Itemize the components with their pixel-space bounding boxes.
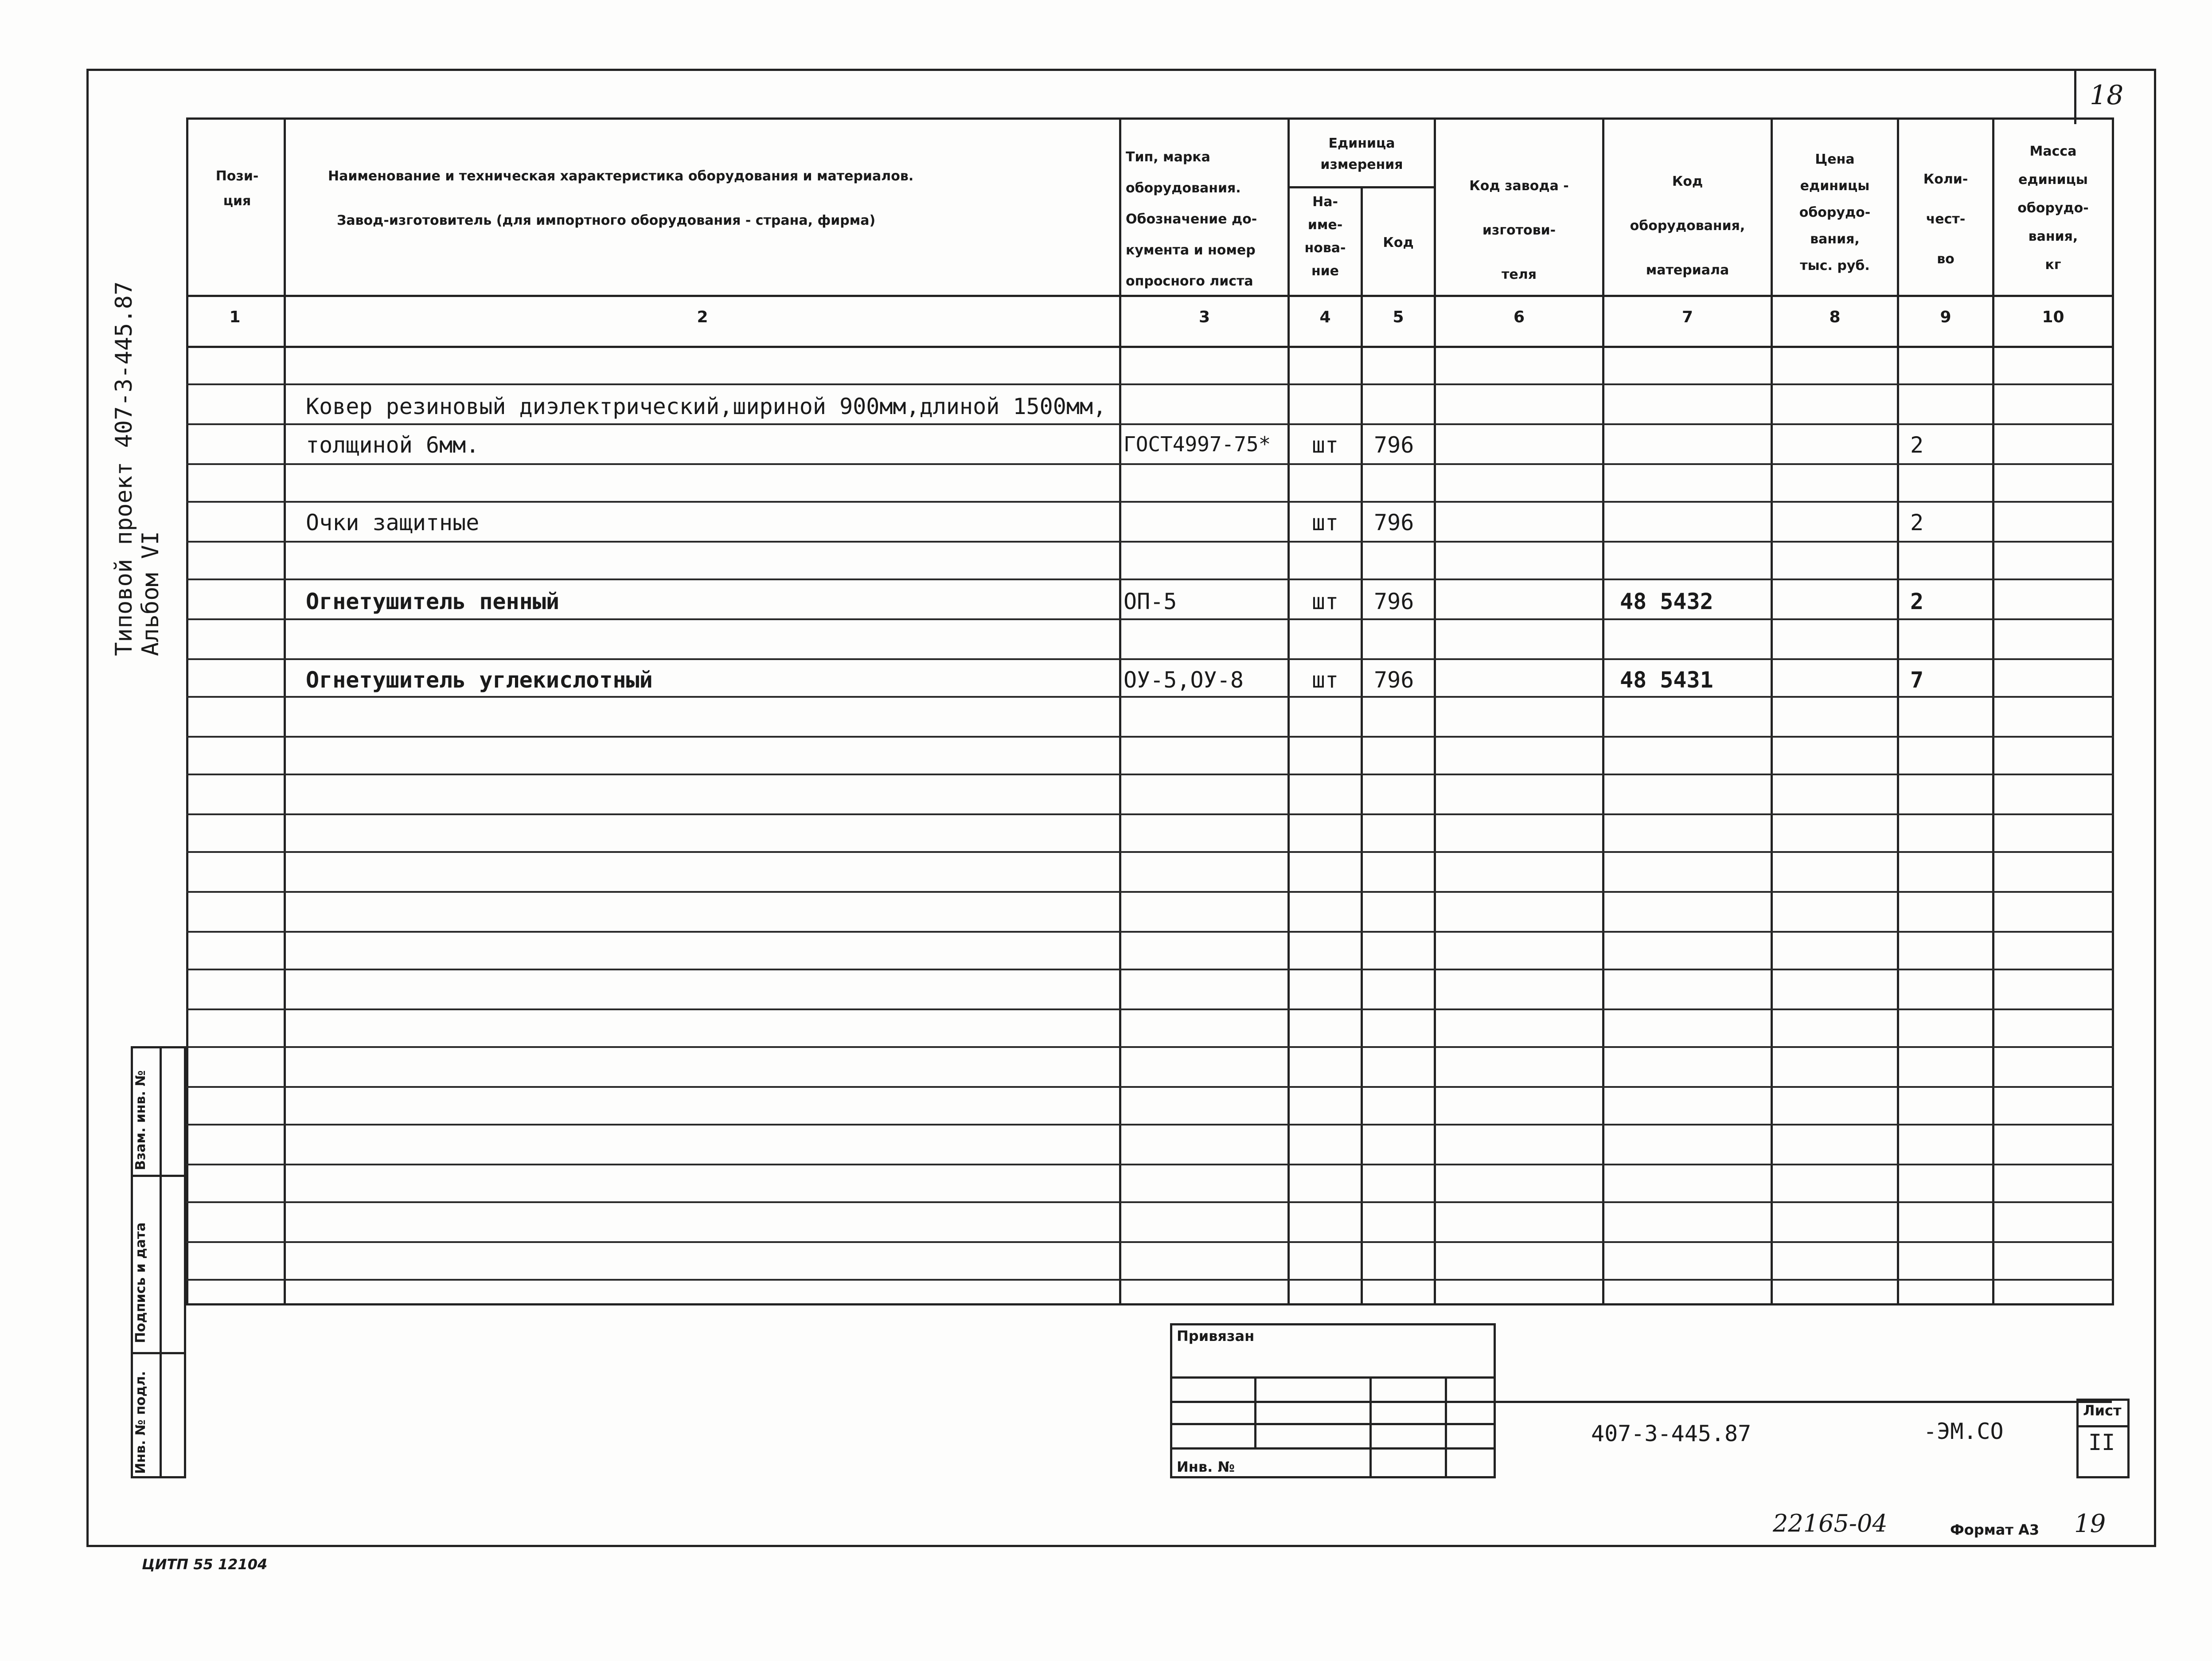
table-row-line [186,1164,2114,1165]
table-row-eqcode: 48 5432 [1620,589,1713,614]
header-col2-line2: Завод-изготовитель (для импортного оборудования - страна, фирма) [337,213,876,228]
corner-sheet-number: 18 [2090,80,2124,111]
table-row-code: 796 [1374,667,1414,693]
header-col5: Код [1383,235,1414,250]
table-row-code: 796 [1374,432,1414,458]
table-row-type: ОП-5 [1124,589,1177,614]
privyazan-label: Привязан [1177,1328,1255,1344]
list-number: II [2088,1430,2115,1455]
table-row-line [186,774,2114,775]
header-col3: Тип, марка оборудования. Обозначение до- кумента и номер опросного листа [1126,149,1257,289]
colnum-8: 8 [1829,308,1841,326]
table-row-line [186,696,2114,698]
table-row-line [186,1008,2114,1010]
table-row-line [186,423,2114,425]
printer-code: ЦИТП 55 12104 [142,1556,268,1573]
table-row-qty: 2 [1910,432,1924,458]
table-row-qty: 2 [1910,589,1924,614]
table-row-name: Очки защитные [306,510,480,535]
colnum-6: 6 [1513,308,1525,326]
document-code: 407-3-445.87 [1591,1421,1752,1446]
table-row-type: ОУ-5,ОУ-8 [1124,667,1244,693]
list-label: Лист [2083,1402,2122,1419]
header-col2-line1: Наименование и техническая характеристика оборудования и материалов. [328,168,914,184]
table-row-unit: шт [1311,510,1339,535]
colnum-10: 10 [2042,308,2064,326]
table-row-line [186,463,2114,465]
table-row-line [186,1086,2114,1088]
side-stamp-inv: Инв. № подл. [133,1371,148,1474]
side-stamp-podpis: Подпись и дата [133,1222,148,1343]
table-row-qty: 7 [1910,667,1924,693]
privyazan-block [1170,1323,1496,1478]
table-row-line [186,383,2114,385]
table-row-unit: шт [1311,667,1339,693]
colnum-4: 4 [1319,308,1331,326]
table-row-line [186,501,2114,503]
table-row-line [186,736,2114,738]
side-title-line1: Типовой проект 407-3-445.87 [111,281,137,656]
table-row-line [186,1279,2114,1281]
table-row-line [186,1124,2114,1126]
header-col8: Цена единицы оборудо- вания, тыс. руб. [1799,152,1871,274]
side-title [111,281,164,656]
table-row-type: ГОСТ4997-75* [1124,432,1271,456]
colnum-5: 5 [1393,308,1404,326]
table-row-unit: шт [1311,589,1339,614]
table-row-unit: шт [1311,432,1339,458]
table-row-line [186,618,2114,620]
table-row-line [186,969,2114,970]
page-number: 19 [2074,1509,2106,1538]
table-row-line [186,1201,2114,1203]
header-col6: Код завода - изготови- теля [1469,178,1569,282]
table-row-line [186,578,2114,580]
table-row-name: Огнетушитель пенный [306,589,559,614]
table-row-name: Ковер резиновый диэлектрический,шириной 900мм,длиной 1500мм, [306,394,1107,419]
header-col7: Код оборудования, материала [1630,174,1745,278]
table-row-code: 796 [1374,510,1414,535]
table-row-name: Огнетушитель углекислотный [306,667,653,693]
table-row-line [186,1046,2114,1048]
table-row-line [186,813,2114,815]
colnum-1: 1 [229,308,241,326]
table-row-line [186,1241,2114,1243]
table-row-line [186,541,2114,543]
header-unit-group: Единица измерения [1320,136,1403,172]
table-row-line [186,658,2114,660]
header-col1: Пози- ция [215,168,259,209]
title-block-top-line [1494,1401,2112,1403]
header-col10: Масса единицы оборудо- вания, кг [2017,144,2089,273]
table-row-line [186,851,2114,853]
table-row-name: толщиной 6мм. [306,432,480,458]
side-stamp-vzam: Взам. инв. № [133,1070,148,1170]
table-row-line [186,891,2114,893]
colnum-7: 7 [1681,308,1693,326]
table-row-eqcode: 48 5431 [1620,667,1713,693]
colnum-9: 9 [1940,308,1951,326]
table-row-code: 796 [1374,589,1414,614]
header-col9: Коли- чест- во [1923,172,1968,267]
inv-no-label: Инв. № [1177,1458,1235,1475]
colnum-2: 2 [697,308,708,326]
header-col4: На- име- нова- ние [1304,194,1346,279]
document-suffix: -ЭМ.СО [1923,1419,2004,1444]
format-label: Формат А3 [1950,1521,2040,1538]
colnum-3: 3 [1198,308,1210,326]
order-number: 22165-04 [1773,1509,1888,1537]
table-row-qty: 2 [1910,510,1924,535]
side-title-line2: Альбом VI [137,531,164,656]
table-row-line [186,931,2114,933]
